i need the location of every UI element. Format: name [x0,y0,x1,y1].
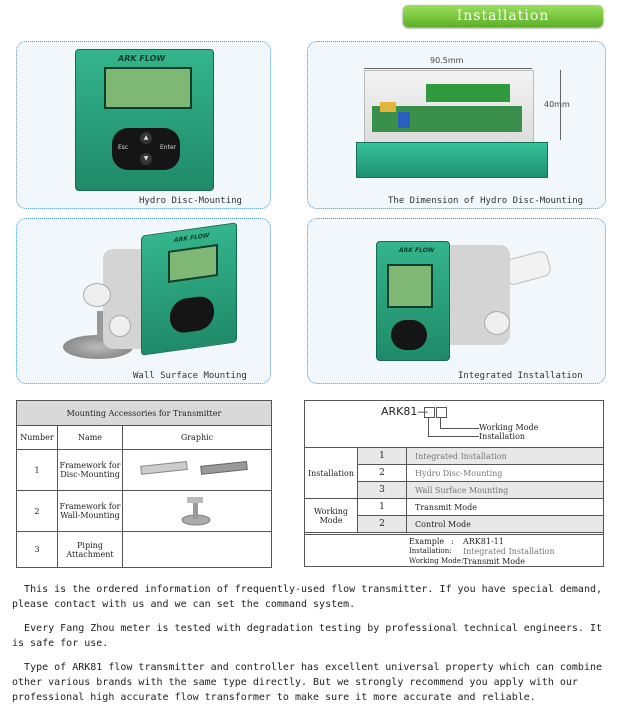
paragraph-compatibility: Type of ARK81 flow transmitter and controller has excellent universal property which can combine other various brands with the same type directly. But we strongly recommend you apply with our professional high accurate flow transformer to make sure it more accurate and reliable. [12,662,609,703]
option-code: 1 [358,448,407,465]
keypad [112,128,180,170]
table-row [17,532,272,568]
example-block [305,534,603,567]
row-name: Framework for Wall-Mounting [58,491,123,532]
option-code: 2 [358,465,407,482]
up-key-icon: ▲ [140,132,152,144]
cable-gland-left [83,283,111,307]
example-colon: : [451,537,454,546]
photo-panel-dimension [307,41,606,209]
photo-panel-disc-mounting [16,41,271,209]
working-mode-callout: Working Mode [479,423,539,432]
option-code: 1 [358,499,407,516]
table-row [305,448,604,465]
table-row [17,450,272,491]
lcd-screen [387,264,433,308]
row-number: 1 [17,450,58,491]
brand-label: ARK FLOW [118,54,166,63]
transmitter-front-photo [376,241,450,361]
disc-mounting-framework-image [123,450,269,488]
column-header-graphic: Graphic [123,426,272,450]
panel-caption: Integrated Installation [458,371,583,381]
row-graphic [123,450,272,491]
lcd-screen [168,244,218,283]
installation-group-label: Installation [305,448,358,499]
order-options-table [304,447,604,533]
height-dimension-label: 40mm [544,100,570,109]
down-key-icon: ▼ [140,153,152,165]
example-install-value: Integrated Installation [463,547,555,556]
panel-caption: The Dimension of Hydro Disc-Mounting [388,196,584,206]
option-name: Control Mode [407,516,604,533]
wall-mounting-framework-image [123,491,269,529]
row-name: Framework for Disc-Mounting [58,450,123,491]
cable-gland-bottom [109,315,131,337]
row-name: Piping Attachment [58,532,123,568]
row-number: 2 [17,491,58,532]
row-graphic [123,532,272,568]
example-mode-value: Transmit Mode [463,557,525,566]
lcd-screen [104,67,192,109]
capacitor-blue [398,112,410,128]
example-mode-label: Working Mode: [409,557,464,565]
esc-key-label: Esc [118,144,129,151]
transmitter-front-photo [141,222,237,355]
keypad [170,294,214,334]
paragraph-ordering-info: This is the ordered information of frequently-used flow transmitter. If you have special demand, please contact with us and we can set the command system. [12,584,609,610]
model-code-header [305,401,603,448]
brand-label: ARK FLOW [399,247,435,254]
option-code: 2 [358,516,407,533]
option-name: Integrated Installation [407,448,604,465]
panel-caption: Hydro Disc-Mounting [139,196,242,206]
table-title: Mounting Accessories for Transmitter [17,401,272,426]
column-header-number: Number [17,426,58,450]
paragraph-testing: Every Fang Zhou meter is tested with degradation testing by professional technical engineers. It is safe for use. [12,623,609,649]
example-install-label: Installation: [409,547,452,555]
option-code: 3 [358,482,407,499]
table-row [17,491,272,532]
width-dimension-line [364,68,532,69]
cable-gland-right [484,311,510,335]
enter-key-label: Enter [160,144,177,151]
model-code: ARK81— [381,405,429,418]
keypad [391,320,427,350]
brand-label: ARK FLOW [174,232,210,245]
panel-caption: Wall Surface Mounting [133,371,247,381]
option-name: Wall Surface Mounting [407,482,604,499]
base-housing [356,142,548,178]
option-name: Hydro Disc-Mounting [407,465,604,482]
transmitter-front-photo [75,49,214,191]
table-row [305,499,604,516]
mounting-accessories-table [16,400,272,568]
photo-panel-integrated [307,218,606,384]
row-number: 3 [17,532,58,568]
installation-callout: Installation [479,432,526,441]
component-yellow [380,102,396,112]
example-value: ARK81-11 [463,537,504,546]
example-label: Example [409,537,445,546]
photo-panel-wall-mounting [16,218,271,384]
order-code-box [304,400,604,567]
row-graphic [123,491,272,532]
width-dimension-label: 90.5mm [430,56,464,65]
mode-group-label: Working Mode [305,499,358,533]
column-header-name: Name [58,426,123,450]
terminal-block [426,84,510,102]
install-bracket [428,417,479,437]
option-name: Transmit Mode [407,499,604,516]
section-title-badge: Installation [403,5,603,27]
